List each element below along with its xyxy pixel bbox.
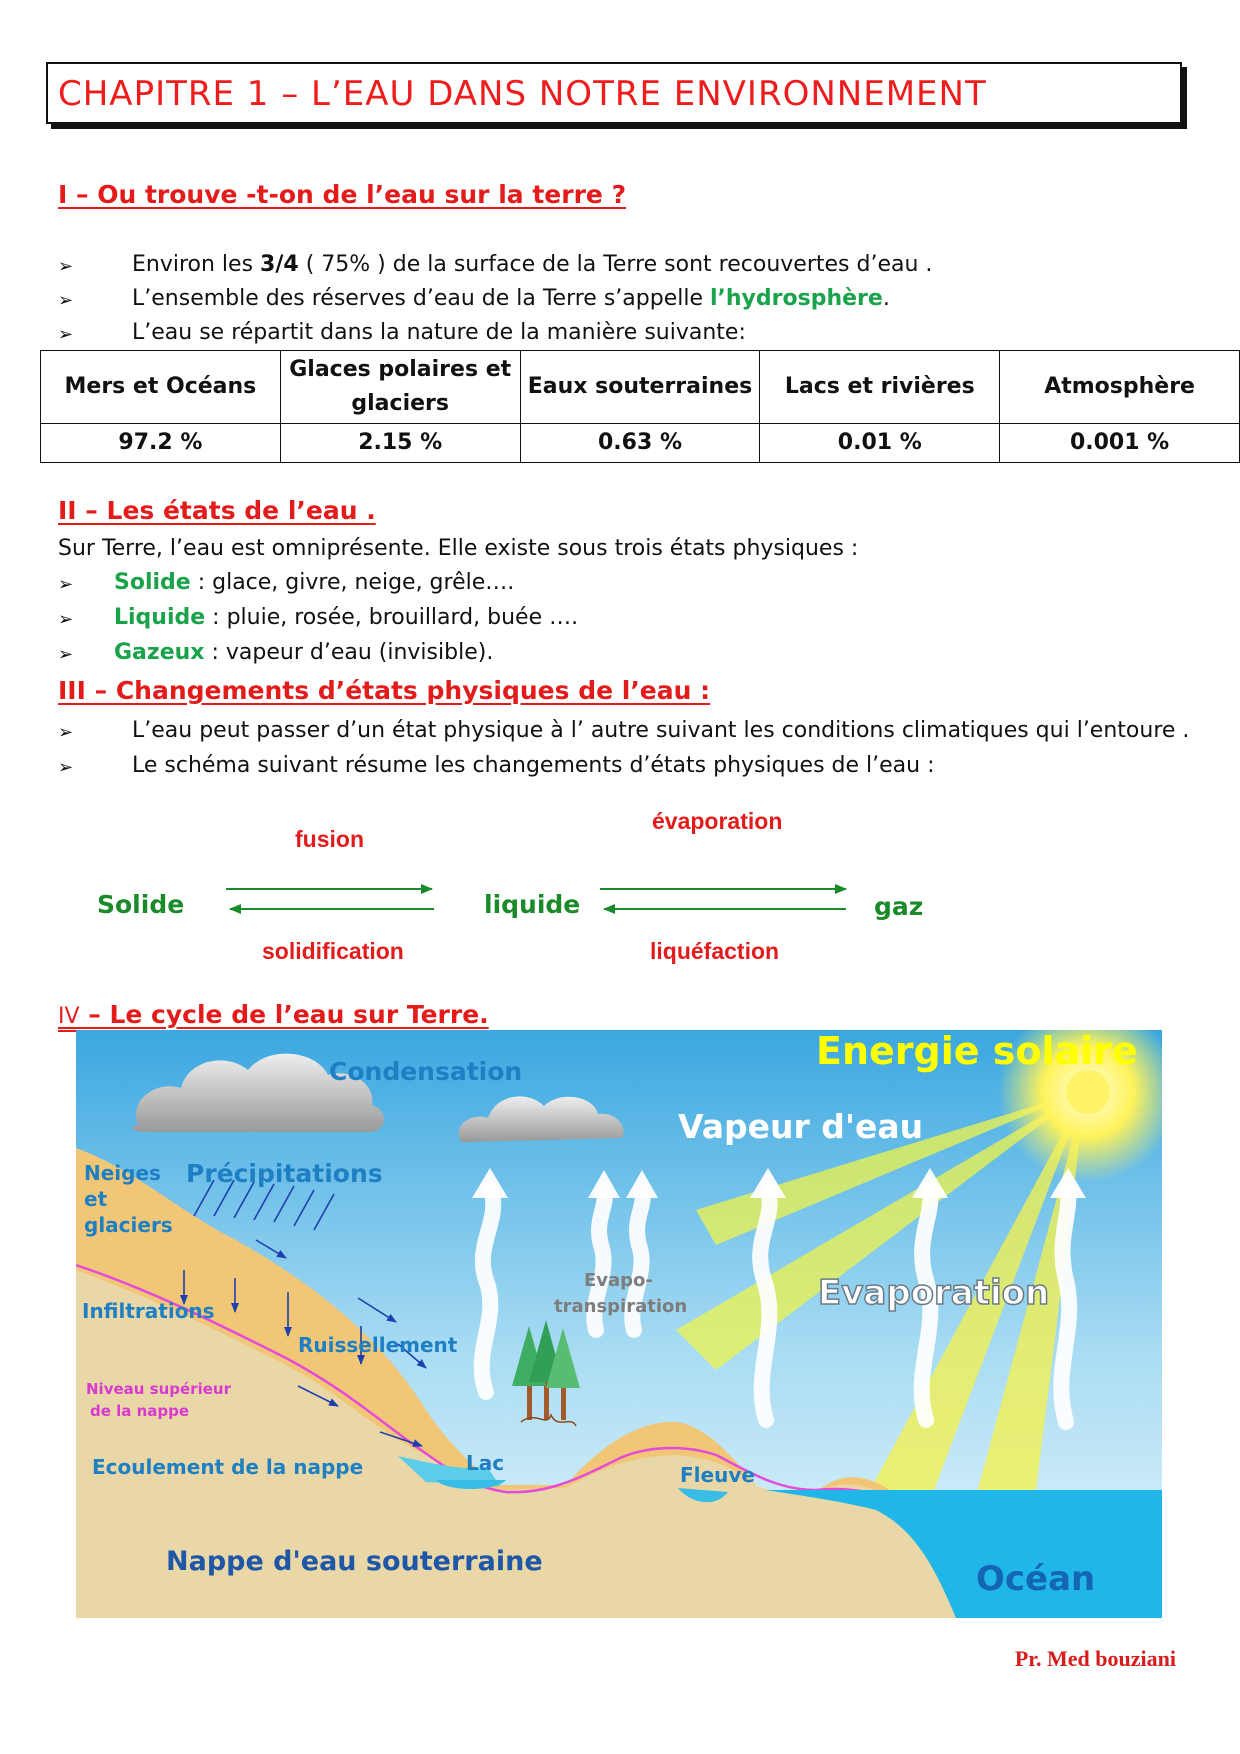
bullet-arrow-icon: ➢ — [58, 290, 74, 311]
section3-line2: Le schéma suivant résume les changements d’états physiques de l’eau : — [132, 753, 935, 778]
bullet-arrow-icon: ➢ — [58, 644, 74, 665]
label-neiges: Neiges — [84, 1161, 161, 1185]
label-liquefaction: liquéfaction — [650, 938, 780, 964]
table-header-cell: Glaces polaires et glaciers — [280, 351, 520, 424]
label-solidification: solidification — [262, 938, 404, 964]
label-nappe-level: de la nappe — [90, 1402, 190, 1420]
label-evapo: Evapo- — [584, 1270, 653, 1291]
section1-line3: L’eau se répartit dans la nature de la manière suivante: — [132, 320, 746, 345]
label-vapeur: Vapeur d'eau — [678, 1107, 924, 1146]
table-cell: 2.15 % — [280, 424, 520, 463]
table-cell: 97.2 % — [41, 424, 281, 463]
label-ecoulement: Ecoulement de la nappe — [92, 1455, 364, 1479]
section2-heading: II – Les états de l’eau . — [58, 496, 376, 525]
state-label-solide: Solide — [97, 890, 185, 919]
label-fusion: fusion — [295, 826, 364, 852]
label-fleuve: Fleuve — [680, 1463, 755, 1487]
bullet-arrow-icon: ➢ — [58, 256, 74, 277]
label-nappe: Nappe d'eau souterraine — [166, 1546, 543, 1577]
chapter-title: CHAPITRE 1 – L’EAU DANS NOTRE ENVIRONNEMENT — [58, 74, 987, 114]
table-cell: 0.01 % — [760, 424, 1000, 463]
table-header-cell: Lacs et rivières — [760, 351, 1000, 424]
table-header-cell: Mers et Océans — [41, 351, 281, 424]
state-label-gaz: gaz — [874, 892, 924, 921]
label-ocean: Océan — [976, 1559, 1096, 1599]
label-lac: Lac — [466, 1451, 505, 1475]
bullet-arrow-icon: ➢ — [58, 574, 74, 595]
label-glaciers: glaciers — [84, 1213, 173, 1237]
label-energie-solaire: Energie solaire — [816, 1030, 1138, 1073]
label-evaporation: évaporation — [652, 808, 783, 834]
water-cycle-illustration — [76, 1030, 1162, 1618]
section3-heading: III – Changements d’états physiques de l’eau : — [58, 676, 711, 705]
section1-line1: Environ les 3/4 ( 75% ) de la surface de la Terre sont recouvertes d’eau . — [132, 252, 933, 277]
water-cycle-drawing — [76, 1030, 1162, 1618]
section1-heading: I – Ou trouve -t-on de l’eau sur la terre ? — [58, 180, 627, 209]
label-transpiration: transpiration — [554, 1296, 688, 1317]
section4-heading: IV – Le cycle de l’eau sur Terre. — [58, 1000, 489, 1029]
bullet-arrow-icon: ➢ — [58, 609, 74, 630]
label-evaporation-cycle: Evaporation — [818, 1273, 1050, 1313]
bullet-arrow-icon: ➢ — [58, 757, 74, 778]
bullet-arrow-icon: ➢ — [58, 324, 74, 345]
bullet-arrow-icon: ➢ — [58, 722, 74, 743]
section3-line1: L’eau peut passer d’un état physique à l’ autre suivant les conditions climatiques qui l’entoure . — [132, 718, 1190, 743]
label-ruissellement: Ruissellement — [298, 1333, 458, 1357]
table-cell: 0.63 % — [520, 424, 760, 463]
table-header-cell: Eaux souterraines — [520, 351, 760, 424]
state-label-liquide: liquide — [484, 890, 581, 919]
table-header-cell: Atmosphère — [1000, 351, 1240, 424]
label-precipitations: Précipitations — [186, 1159, 383, 1188]
label-infiltrations: Infiltrations — [82, 1299, 215, 1323]
label-niveau: Niveau supérieur — [86, 1380, 231, 1398]
section1-line2: L’ensemble des réserves d’eau de la Terre s’appelle l’hydrosphère. — [132, 286, 890, 311]
state-liquid: Liquide : pluie, rosée, brouillard, buée …. — [114, 605, 579, 630]
state-gas: Gazeux : vapeur d’eau (invisible). — [114, 640, 494, 665]
label-et: et — [84, 1187, 108, 1211]
label-condensation: Condensation — [329, 1057, 523, 1086]
author-signature: Pr. Med bouziani — [1014, 1646, 1176, 1671]
section2-intro: Sur Terre, l’eau est omniprésente. Elle existe sous trois états physiques : — [58, 536, 859, 561]
state-solid: Solide : glace, givre, neige, grêle…. — [114, 570, 515, 595]
table-cell: 0.001 % — [1000, 424, 1240, 463]
